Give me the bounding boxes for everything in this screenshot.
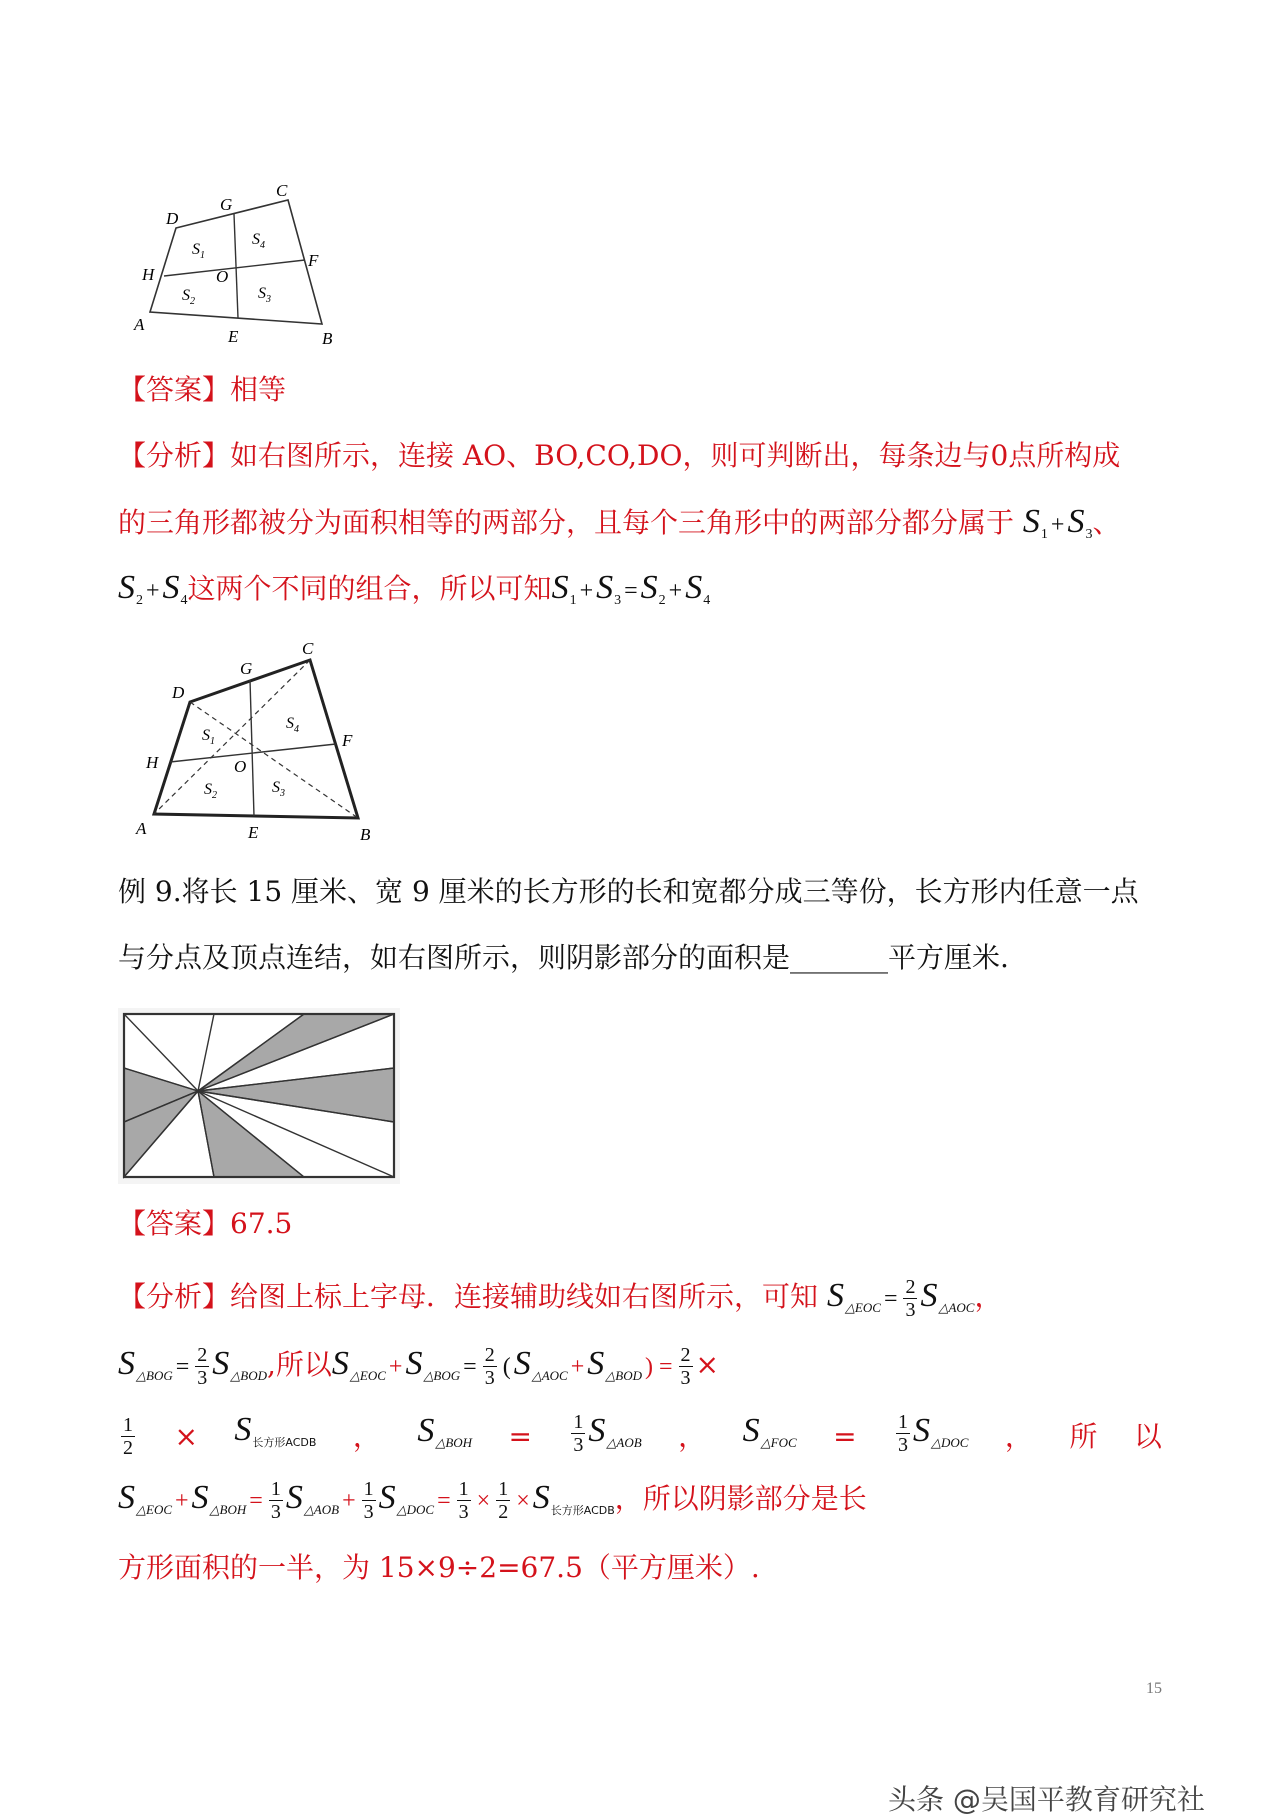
formula-equal-sums: $S_1 +S_3 =S_2 +S_4$ [551, 569, 711, 608]
analysis-2-line-5: 方形面积的一半，为 15×9÷2=67.5（平方厘米）. [118, 1551, 760, 1584]
label-C: C [276, 181, 288, 200]
analysis-2-comma-1: ， [974, 1280, 1003, 1313]
formula-eoc-plus-boh: $S_{\triangle EOC} +S_{\triangle BOH}$ = $\frac{1}{3}$ $S_{\triangle AOB}$ + $\frac{1}{3}$ $S_{\triangle DOC}$ = $\frac{1}{3}$ × $\frac{1}{2}$ $\times S_{长方形ACDB}$ [118, 1478, 615, 1523]
region-s4-2: $S_4$ [286, 715, 299, 735]
formula-foc: $S_{\triangle FOC}$ [742, 1411, 797, 1450]
label-H-2: H [146, 753, 159, 772]
label-D: D [166, 209, 179, 228]
label-G-2: G [240, 659, 253, 678]
label-B: B [322, 329, 333, 348]
answer-1-text: 相等 [230, 373, 287, 406]
formula-eoc: $S_{\triangle EOC}$ = $\frac{2}{3}$ $S_{\triangle AOC}$ [826, 1276, 975, 1321]
frac-one-half: $\frac{1}{2}$ [123, 1414, 133, 1459]
label-B-2: B [360, 825, 371, 844]
formula-rect: $S_{长方形ACDB}$ [234, 1411, 317, 1449]
region-s3-2: $S_3$ [272, 779, 285, 799]
formula-one-third-aob: $\frac{1}{3}$ $S_{\triangle AOB}$ [573, 1410, 642, 1456]
analysis-1-line-2 [118, 502, 1120, 555]
analysis-2-line-4 [118, 1478, 867, 1531]
label-H: H [142, 265, 155, 284]
analysis-1-dun: 、 [1092, 506, 1121, 539]
label-D-2: D [172, 683, 185, 702]
formula-bog: $S_{\triangle BOG}$ = $\frac{2}{3}$ $S_{\triangle BOD}$ [118, 1344, 267, 1389]
analysis-1-line-1 [118, 436, 1120, 476]
region-s3: $S_3$ [258, 285, 271, 305]
example-9-line-2: 与分点及顶点连结，如右图所示，则阴影部分的面积是_______平方厘米. [118, 941, 1009, 974]
comma-2: ， [352, 1419, 381, 1453]
answer-1-bracket: 【答案】 [118, 373, 231, 406]
watermark: 头条 @吴国平教育研究社 [888, 1783, 1205, 1816]
figure-quadrilateral-2 [130, 640, 380, 850]
analysis-2-line-3 [118, 1410, 1162, 1463]
formula-eoc-plus-bog: $S_{\triangle EOC} +S_{\triangle BOG}$ = $\frac{2}{3}$ ($S_{\triangle AOC} +S_{\triangle BOD}$ ) = $\frac{2}{3}$ × [331, 1344, 719, 1389]
formula-s1-plus-s3: $S_1 +S_3$ [1022, 503, 1093, 542]
yi: 以 [1133, 1419, 1162, 1453]
analysis-2-line-1 [118, 1276, 1003, 1328]
label-F-2: F [342, 731, 353, 750]
eq-1: = [508, 1419, 532, 1453]
label-A-2: A [136, 819, 147, 838]
region-s2: $S_2$ [182, 287, 195, 307]
analysis-2-suoyi: ,所以 [266, 1348, 332, 1381]
eq-2: = [833, 1419, 857, 1453]
analysis-1-text-1: 如右图所示，连接 AO、BO,CO,DO，则可判断出，每条边与0点所构成 [230, 439, 1121, 472]
label-E-2: E [248, 823, 259, 842]
analysis-2-text-1: 给图上标上字母．连接辅助线如右图所示，可知 [230, 1280, 819, 1313]
analysis-2-line-2 [118, 1344, 719, 1396]
formula-boh: $S_{\triangle BOH}$ [417, 1411, 473, 1450]
analysis-1-text-3: 这两个不同的组合，所以可知 [187, 572, 552, 605]
analysis-1-bracket: 【分析】 [118, 439, 231, 472]
answer-2-bracket: 【答案】 [118, 1207, 231, 1240]
analysis-2-tail-1: ，所以阴影部分是长 [614, 1482, 867, 1515]
figure-rectangle-shaded [118, 1008, 400, 1184]
analysis-1-line-3 [118, 568, 710, 621]
label-A: A [134, 315, 145, 334]
formula-s2-plus-s4: $S_2 +S_4$ [118, 569, 188, 608]
label-E: E [228, 327, 239, 346]
page-number: 15 [1146, 1680, 1162, 1697]
answer-2 [118, 1204, 292, 1244]
label-F: F [308, 251, 319, 270]
label-G: G [220, 195, 233, 214]
comma-3: ， [678, 1419, 707, 1453]
region-s2-2: $S_2$ [204, 781, 217, 801]
region-s1: $S_1$ [192, 241, 205, 261]
region-s4: $S_4$ [252, 231, 265, 251]
label-O-2: O [234, 757, 247, 776]
label-O: O [216, 267, 229, 286]
answer-2-text: 67.5 [230, 1207, 293, 1240]
region-s1-2: $S_1$ [202, 727, 215, 747]
times-1: × [174, 1419, 198, 1453]
label-C-2: C [302, 640, 314, 658]
analysis-2-bracket: 【分析】 [118, 1280, 231, 1313]
analysis-1-text-2: 的三角形都被分为面积相等的两部分，且每个三角形中的两部分都分属于 [118, 506, 1015, 539]
formula-one-third-doc: $\frac{1}{3}$ $S_{\triangle DOC}$ [898, 1410, 969, 1456]
figure-quadrilateral-1 [130, 168, 350, 348]
suo: 所 [1069, 1419, 1098, 1453]
answer-1 [118, 370, 286, 410]
comma-4: ， [1004, 1419, 1033, 1453]
example-9-line-1: 例 9.将长 15 厘米、宽 9 厘米的长方形的长和宽都分成三等份，长方形内任意一点 [118, 875, 1139, 908]
